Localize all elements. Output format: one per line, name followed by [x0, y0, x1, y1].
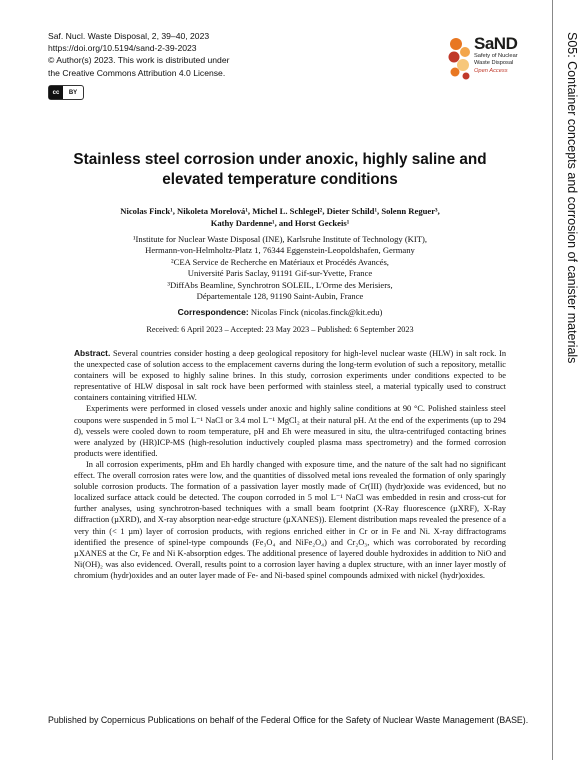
sand-logo-icon — [446, 36, 474, 82]
license-line[interactable]: the Creative Commons Attribution 4.0 License. — [48, 67, 226, 78]
abstract-paragraph: Experiments were performed in closed vessels under anoxic and highly saline conditions at 90 °C. Polished stainless steel coupons were suspended in 5 mol L⁻¹ NaCl or 3.4 mol L⁻¹ MgCl₂ at their natural pH. At the end of the experiments (up to 294 d), vessels were cooled down to room temperature, pH and Eh were measured in situ, the ultra-centrifuged contacting brines were analyzed by (HR)ICP-MS (high-resolution inductively coupled plasma mass spectrometry) and the formed corrosion products were identified. — [74, 404, 506, 458]
author-list — [60, 205, 500, 229]
logo-subtitle: Safety of Nuclear Waste Disposal Open Access — [474, 53, 518, 74]
journal-logo — [446, 36, 546, 86]
paper-title: Stainless steel corrosion under anoxic, highly saline and elevated temperature conditions — [73, 151, 487, 188]
publisher-footer: Published by Copernicus Publications on behalf of the Federal Office for the Safety of Nuclear Waste Management (BASE). — [48, 715, 529, 725]
doi-link[interactable]: https://doi.org/10.5194/sand-2-39-2023 — [48, 43, 197, 54]
cc-by-badge[interactable] — [48, 85, 84, 100]
affiliation-line: ²CEA Service de Recherche en Matériaux et Procédés Avancés, — [171, 256, 389, 267]
affiliations — [60, 234, 500, 302]
abstract — [74, 348, 506, 581]
correspondence — [60, 307, 500, 317]
abstract-paragraph: In all corrosion experiments, pHm and Eh hardly changed with exposure time, and the nature of the salt had no significant effect. The overall corrosion rates were low, and the quantities of dissolved metal ions revealed the formation of only sparingly soluble corrosion products. The formation of a passivation layer mostly made of Cr(III) (hydr)oxide was evidenced, but no localized surface attack could be detected. The coupon corroded in 5 mol L⁻¹ NaCl was embedded in resin and cross-cut for further analyses, using synchrotron-based techniques with a small beam footprint (X-Ray fluorescence (µXRF), X-Ray diffraction (µXRD), and X-ray absorption near-edge structure (µXANES)). Element distribution maps revealed the presence of a very thin (< 1 µm) layer of corrosion products, with regions enriched either in Cr or in Fe and Ni. X-ray diffractograms identified the presence of spinel-type compounds (Fe₃O₄ and NiFe₂O₄) and Cr₂O₃, which was corroborated by recording µXANES at the Cr, Fe and Ni K-absorption edges. The additional presence of layered double hydroxides in addition to NiO and Ni(OH)₂ was also evidenced. Overall, results point to a corrosion layer having a duplex structure, with an inner layer mostly of chromium (hydr)oxides and an outer layer made of Fe- and Ni-based spinel compounds admixed with nickel (hydr)oxides. — [74, 459, 506, 580]
affiliation-line: ¹Institute for Nuclear Waste Disposal (INE), Karlsruhe Institute of Technology (KIT), — [132, 234, 428, 244]
correspondence-label: Correspondence: — [177, 307, 249, 317]
open-access-label: Open Access — [474, 67, 508, 74]
publication-dates: Received: 6 April 2023 – Accepted: 23 May 2023 – Published: 6 September 2023 — [146, 325, 414, 334]
copyright-line: © Author(s) 2023. This work is distributed under — [48, 55, 230, 66]
affiliation-line: Hermann-von-Helmholtz-Platz 1, 76344 Eggenstein-Leopoldshafen, Germany — [145, 245, 415, 256]
article-header — [48, 30, 229, 79]
affiliation-line: ³DiffAbs Beamline, Synchrotron SOLEIL, L'Orme des Merisiers, — [167, 279, 393, 290]
cc-icon: cc — [49, 86, 63, 99]
abstract-paragraph: Abstract. Several countries consider hosting a deep geological repository for high-level nuclear waste (HLW) in salt rock. In the unexpected case of solution access to the emplacement caverns during the long-term evolution of such a repository, metallic containers will be exposed to highly saline brines. In this study, corrosion experiments under conditions expected to be representative of HLW disposal in salt rock have been performed with stainless steel, a material typically used to construct containers containing vitrified HLW. — [74, 348, 507, 403]
affiliation-line: Université Paris Saclay, 91191 Gif-sur-Yvette, France — [187, 268, 373, 279]
journal-citation: Saf. Nucl. Waste Disposal, 2, 39–40, 2023 — [48, 31, 210, 41]
abstract-heading: Abstract. — [74, 348, 111, 358]
author-line-2: Kathy Dardenne¹, and Horst Geckeis¹ — [210, 218, 350, 229]
correspondence-email[interactable]: Nicolas Finck (nicolas.finck@kit.edu) — [250, 307, 383, 317]
affiliation-line: Départementale 128, 91190 Saint-Aubin, France — [196, 291, 364, 302]
by-icon: BY — [68, 89, 78, 96]
session-label: S05: Container concepts and corrosion of canister materials — [565, 32, 579, 364]
logo-wordmark: SaND — [474, 34, 518, 53]
author-line-1: Nicolas Finck¹, Nikoleta Morelová¹, Michel L. Schlegel², Dieter Schild¹, Solenn Reguer³, — [120, 206, 440, 216]
